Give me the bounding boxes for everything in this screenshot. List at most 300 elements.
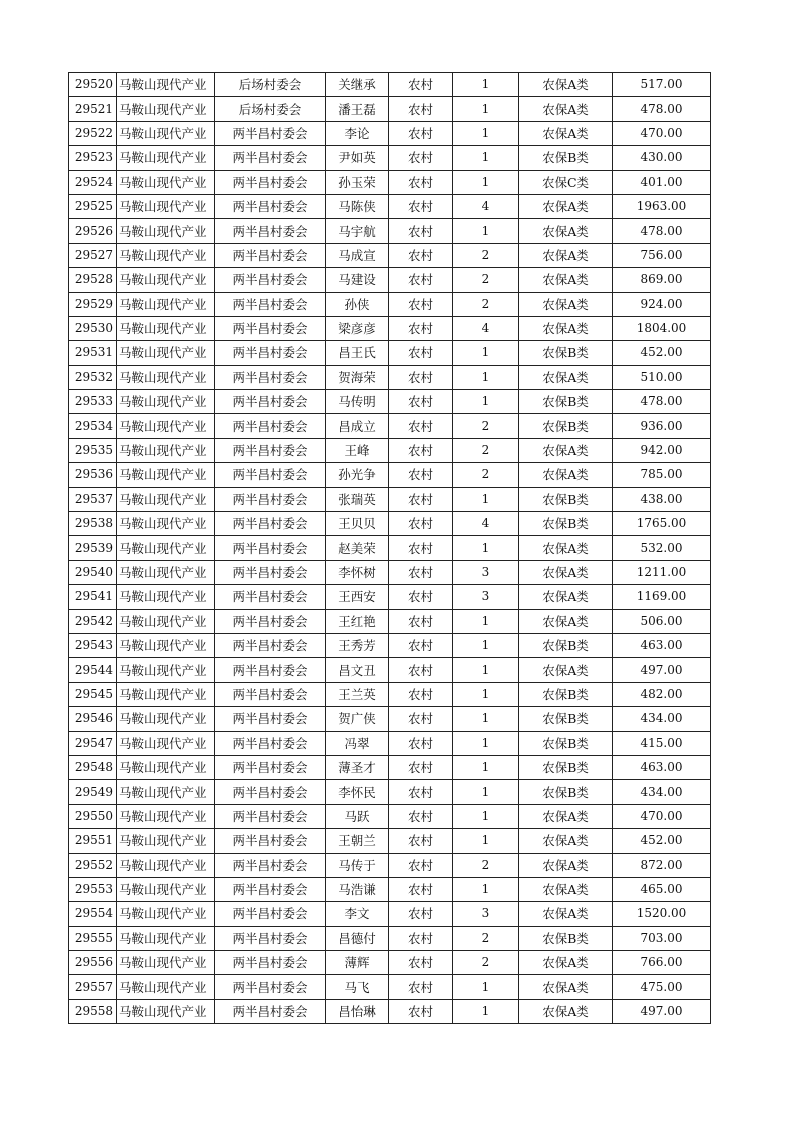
organization-cell: 马鞍山现代产业 bbox=[117, 609, 215, 633]
person-name-cell: 王红艳 bbox=[326, 609, 389, 633]
table-row bbox=[69, 463, 711, 487]
insurance-category-cell: 农保A类 bbox=[519, 975, 613, 999]
village-committee-cell: 两半昌村委会 bbox=[215, 219, 326, 243]
table-row bbox=[69, 853, 711, 877]
organization-cell: 马鞍山现代产业 bbox=[117, 707, 215, 731]
person-name-cell: 李文 bbox=[326, 902, 389, 926]
organization-cell: 马鞍山现代产业 bbox=[117, 658, 215, 682]
member-count-cell: 2 bbox=[453, 438, 519, 462]
household-type-cell: 农村 bbox=[389, 292, 453, 316]
amount-cell: 401.00 bbox=[613, 170, 711, 194]
household-type-cell: 农村 bbox=[389, 146, 453, 170]
member-count-cell: 1 bbox=[453, 682, 519, 706]
person-name-cell: 冯翠 bbox=[326, 731, 389, 755]
record-id-cell: 29545 bbox=[69, 682, 117, 706]
amount-cell: 1211.00 bbox=[613, 560, 711, 584]
village-committee-cell: 两半昌村委会 bbox=[215, 951, 326, 975]
village-committee-cell: 两半昌村委会 bbox=[215, 975, 326, 999]
village-committee-cell: 两半昌村委会 bbox=[215, 463, 326, 487]
member-count-cell: 1 bbox=[453, 170, 519, 194]
amount-cell: 434.00 bbox=[613, 707, 711, 731]
insurance-category-cell: 农保A类 bbox=[519, 316, 613, 340]
organization-cell: 马鞍山现代产业 bbox=[117, 682, 215, 706]
person-name-cell: 马传明 bbox=[326, 390, 389, 414]
table-row bbox=[69, 365, 711, 389]
organization-cell: 马鞍山现代产业 bbox=[117, 243, 215, 267]
organization-cell: 马鞍山现代产业 bbox=[117, 633, 215, 657]
amount-cell: 452.00 bbox=[613, 829, 711, 853]
village-committee-cell: 两半昌村委会 bbox=[215, 877, 326, 901]
person-name-cell: 昌德付 bbox=[326, 926, 389, 950]
table-row bbox=[69, 902, 711, 926]
table-row bbox=[69, 536, 711, 560]
insurance-category-cell: 农保B类 bbox=[519, 341, 613, 365]
table-row bbox=[69, 560, 711, 584]
member-count-cell: 1 bbox=[453, 341, 519, 365]
insurance-category-cell: 农保A类 bbox=[519, 951, 613, 975]
household-type-cell: 农村 bbox=[389, 341, 453, 365]
household-type-cell: 农村 bbox=[389, 755, 453, 779]
household-type-cell: 农村 bbox=[389, 268, 453, 292]
household-type-cell: 农村 bbox=[389, 560, 453, 584]
amount-cell: 438.00 bbox=[613, 487, 711, 511]
member-count-cell: 1 bbox=[453, 877, 519, 901]
village-committee-cell: 两半昌村委会 bbox=[215, 414, 326, 438]
insurance-category-cell: 农保B类 bbox=[519, 146, 613, 170]
member-count-cell: 1 bbox=[453, 219, 519, 243]
amount-cell: 785.00 bbox=[613, 463, 711, 487]
village-committee-cell: 两半昌村委会 bbox=[215, 902, 326, 926]
household-type-cell: 农村 bbox=[389, 731, 453, 755]
member-count-cell: 1 bbox=[453, 73, 519, 97]
table-row bbox=[69, 804, 711, 828]
amount-cell: 510.00 bbox=[613, 365, 711, 389]
organization-cell: 马鞍山现代产业 bbox=[117, 829, 215, 853]
person-name-cell: 张瑞英 bbox=[326, 487, 389, 511]
member-count-cell: 2 bbox=[453, 463, 519, 487]
amount-cell: 415.00 bbox=[613, 731, 711, 755]
village-committee-cell: 两半昌村委会 bbox=[215, 585, 326, 609]
organization-cell: 马鞍山现代产业 bbox=[117, 390, 215, 414]
table-row bbox=[69, 926, 711, 950]
insurance-category-cell: 农保A类 bbox=[519, 877, 613, 901]
village-committee-cell: 两半昌村委会 bbox=[215, 512, 326, 536]
household-type-cell: 农村 bbox=[389, 804, 453, 828]
organization-cell: 马鞍山现代产业 bbox=[117, 731, 215, 755]
person-name-cell: 马跃 bbox=[326, 804, 389, 828]
member-count-cell: 1 bbox=[453, 755, 519, 779]
insurance-category-cell: 农保A类 bbox=[519, 463, 613, 487]
organization-cell: 马鞍山现代产业 bbox=[117, 219, 215, 243]
household-type-cell: 农村 bbox=[389, 438, 453, 462]
table-row bbox=[69, 975, 711, 999]
record-id-cell: 29529 bbox=[69, 292, 117, 316]
household-type-cell: 农村 bbox=[389, 316, 453, 340]
household-type-cell: 农村 bbox=[389, 877, 453, 901]
member-count-cell: 1 bbox=[453, 975, 519, 999]
table-row bbox=[69, 512, 711, 536]
table-row bbox=[69, 121, 711, 145]
amount-cell: 497.00 bbox=[613, 658, 711, 682]
table-row bbox=[69, 292, 711, 316]
table-row bbox=[69, 877, 711, 901]
record-id-cell: 29542 bbox=[69, 609, 117, 633]
organization-cell: 马鞍山现代产业 bbox=[117, 877, 215, 901]
household-type-cell: 农村 bbox=[389, 780, 453, 804]
household-type-cell: 农村 bbox=[389, 414, 453, 438]
household-type-cell: 农村 bbox=[389, 536, 453, 560]
amount-cell: 756.00 bbox=[613, 243, 711, 267]
person-name-cell: 关继承 bbox=[326, 73, 389, 97]
member-count-cell: 2 bbox=[453, 243, 519, 267]
household-type-cell: 农村 bbox=[389, 487, 453, 511]
person-name-cell: 孙光争 bbox=[326, 463, 389, 487]
record-id-cell: 29530 bbox=[69, 316, 117, 340]
member-count-cell: 1 bbox=[453, 829, 519, 853]
household-type-cell: 农村 bbox=[389, 463, 453, 487]
organization-cell: 马鞍山现代产业 bbox=[117, 365, 215, 389]
organization-cell: 马鞍山现代产业 bbox=[117, 853, 215, 877]
person-name-cell: 王兰英 bbox=[326, 682, 389, 706]
village-committee-cell: 后场村委会 bbox=[215, 97, 326, 121]
amount-cell: 924.00 bbox=[613, 292, 711, 316]
member-count-cell: 3 bbox=[453, 560, 519, 584]
member-count-cell: 1 bbox=[453, 804, 519, 828]
table-row bbox=[69, 341, 711, 365]
person-name-cell: 王西安 bbox=[326, 585, 389, 609]
record-id-cell: 29522 bbox=[69, 121, 117, 145]
household-type-cell: 农村 bbox=[389, 902, 453, 926]
member-count-cell: 2 bbox=[453, 292, 519, 316]
record-id-cell: 29556 bbox=[69, 951, 117, 975]
organization-cell: 马鞍山现代产业 bbox=[117, 463, 215, 487]
person-name-cell: 贺广侠 bbox=[326, 707, 389, 731]
record-id-cell: 29549 bbox=[69, 780, 117, 804]
record-id-cell: 29554 bbox=[69, 902, 117, 926]
person-name-cell: 李怀民 bbox=[326, 780, 389, 804]
insurance-category-cell: 农保B类 bbox=[519, 633, 613, 657]
table-row bbox=[69, 731, 711, 755]
record-id-cell: 29552 bbox=[69, 853, 117, 877]
organization-cell: 马鞍山现代产业 bbox=[117, 487, 215, 511]
village-committee-cell: 两半昌村委会 bbox=[215, 707, 326, 731]
member-count-cell: 1 bbox=[453, 365, 519, 389]
amount-cell: 936.00 bbox=[613, 414, 711, 438]
amount-cell: 532.00 bbox=[613, 536, 711, 560]
table-row bbox=[69, 633, 711, 657]
table-row bbox=[69, 780, 711, 804]
village-committee-cell: 两半昌村委会 bbox=[215, 658, 326, 682]
household-type-cell: 农村 bbox=[389, 951, 453, 975]
records-table bbox=[68, 72, 711, 1024]
household-type-cell: 农村 bbox=[389, 975, 453, 999]
amount-cell: 517.00 bbox=[613, 73, 711, 97]
village-committee-cell: 两半昌村委会 bbox=[215, 438, 326, 462]
amount-cell: 470.00 bbox=[613, 804, 711, 828]
amount-cell: 872.00 bbox=[613, 853, 711, 877]
household-type-cell: 农村 bbox=[389, 170, 453, 194]
person-name-cell: 马飞 bbox=[326, 975, 389, 999]
person-name-cell: 马陈侠 bbox=[326, 194, 389, 218]
member-count-cell: 1 bbox=[453, 146, 519, 170]
village-committee-cell: 两半昌村委会 bbox=[215, 780, 326, 804]
member-count-cell: 1 bbox=[453, 121, 519, 145]
member-count-cell: 4 bbox=[453, 194, 519, 218]
person-name-cell: 马建设 bbox=[326, 268, 389, 292]
member-count-cell: 2 bbox=[453, 268, 519, 292]
amount-cell: 1169.00 bbox=[613, 585, 711, 609]
person-name-cell: 王贝贝 bbox=[326, 512, 389, 536]
record-id-cell: 29532 bbox=[69, 365, 117, 389]
village-committee-cell: 两半昌村委会 bbox=[215, 609, 326, 633]
organization-cell: 马鞍山现代产业 bbox=[117, 512, 215, 536]
person-name-cell: 李怀树 bbox=[326, 560, 389, 584]
household-type-cell: 农村 bbox=[389, 829, 453, 853]
amount-cell: 1963.00 bbox=[613, 194, 711, 218]
amount-cell: 703.00 bbox=[613, 926, 711, 950]
record-id-cell: 29539 bbox=[69, 536, 117, 560]
table-row bbox=[69, 73, 711, 97]
member-count-cell: 4 bbox=[453, 316, 519, 340]
record-id-cell: 29538 bbox=[69, 512, 117, 536]
person-name-cell: 昌成立 bbox=[326, 414, 389, 438]
person-name-cell: 马成宣 bbox=[326, 243, 389, 267]
insurance-category-cell: 农保B类 bbox=[519, 682, 613, 706]
amount-cell: 1765.00 bbox=[613, 512, 711, 536]
organization-cell: 马鞍山现代产业 bbox=[117, 146, 215, 170]
person-name-cell: 昌怡琳 bbox=[326, 999, 389, 1023]
person-name-cell: 王朝兰 bbox=[326, 829, 389, 853]
table-body bbox=[69, 73, 711, 1024]
household-type-cell: 农村 bbox=[389, 585, 453, 609]
member-count-cell: 1 bbox=[453, 390, 519, 414]
member-count-cell: 1 bbox=[453, 487, 519, 511]
amount-cell: 1804.00 bbox=[613, 316, 711, 340]
member-count-cell: 1 bbox=[453, 658, 519, 682]
record-id-cell: 29540 bbox=[69, 560, 117, 584]
table-row bbox=[69, 487, 711, 511]
village-committee-cell: 两半昌村委会 bbox=[215, 755, 326, 779]
person-name-cell: 昌王氏 bbox=[326, 341, 389, 365]
household-type-cell: 农村 bbox=[389, 999, 453, 1023]
household-type-cell: 农村 bbox=[389, 609, 453, 633]
insurance-category-cell: 农保A类 bbox=[519, 609, 613, 633]
person-name-cell: 孙侠 bbox=[326, 292, 389, 316]
organization-cell: 马鞍山现代产业 bbox=[117, 755, 215, 779]
household-type-cell: 农村 bbox=[389, 512, 453, 536]
village-committee-cell: 两半昌村委会 bbox=[215, 999, 326, 1023]
household-type-cell: 农村 bbox=[389, 633, 453, 657]
record-id-cell: 29546 bbox=[69, 707, 117, 731]
table-row bbox=[69, 146, 711, 170]
amount-cell: 434.00 bbox=[613, 780, 711, 804]
organization-cell: 马鞍山现代产业 bbox=[117, 268, 215, 292]
village-committee-cell: 两半昌村委会 bbox=[215, 487, 326, 511]
insurance-category-cell: 农保B类 bbox=[519, 707, 613, 731]
record-id-cell: 29537 bbox=[69, 487, 117, 511]
member-count-cell: 3 bbox=[453, 585, 519, 609]
record-id-cell: 29555 bbox=[69, 926, 117, 950]
record-id-cell: 29536 bbox=[69, 463, 117, 487]
village-committee-cell: 两半昌村委会 bbox=[215, 853, 326, 877]
insurance-category-cell: 农保B类 bbox=[519, 487, 613, 511]
insurance-category-cell: 农保A类 bbox=[519, 658, 613, 682]
table-row bbox=[69, 951, 711, 975]
table-row bbox=[69, 609, 711, 633]
village-committee-cell: 两半昌村委会 bbox=[215, 926, 326, 950]
person-name-cell: 昌文丑 bbox=[326, 658, 389, 682]
record-id-cell: 29523 bbox=[69, 146, 117, 170]
insurance-category-cell: 农保A类 bbox=[519, 438, 613, 462]
person-name-cell: 马宇航 bbox=[326, 219, 389, 243]
organization-cell: 马鞍山现代产业 bbox=[117, 975, 215, 999]
table-row bbox=[69, 829, 711, 853]
table-row bbox=[69, 170, 711, 194]
member-count-cell: 1 bbox=[453, 633, 519, 657]
person-name-cell: 薄圣才 bbox=[326, 755, 389, 779]
record-id-cell: 29528 bbox=[69, 268, 117, 292]
insurance-category-cell: 农保A类 bbox=[519, 536, 613, 560]
household-type-cell: 农村 bbox=[389, 707, 453, 731]
person-name-cell: 尹如英 bbox=[326, 146, 389, 170]
table-row bbox=[69, 414, 711, 438]
village-committee-cell: 两半昌村委会 bbox=[215, 536, 326, 560]
table-row bbox=[69, 707, 711, 731]
insurance-category-cell: 农保A类 bbox=[519, 999, 613, 1023]
record-id-cell: 29543 bbox=[69, 633, 117, 657]
organization-cell: 马鞍山现代产业 bbox=[117, 585, 215, 609]
insurance-category-cell: 农保B类 bbox=[519, 731, 613, 755]
table-row bbox=[69, 438, 711, 462]
record-id-cell: 29533 bbox=[69, 390, 117, 414]
household-type-cell: 农村 bbox=[389, 390, 453, 414]
record-id-cell: 29547 bbox=[69, 731, 117, 755]
record-id-cell: 29553 bbox=[69, 877, 117, 901]
record-id-cell: 29550 bbox=[69, 804, 117, 828]
amount-cell: 478.00 bbox=[613, 219, 711, 243]
amount-cell: 475.00 bbox=[613, 975, 711, 999]
insurance-category-cell: 农保A类 bbox=[519, 585, 613, 609]
table-row bbox=[69, 999, 711, 1023]
village-committee-cell: 两半昌村委会 bbox=[215, 341, 326, 365]
record-id-cell: 29557 bbox=[69, 975, 117, 999]
household-type-cell: 农村 bbox=[389, 853, 453, 877]
organization-cell: 马鞍山现代产业 bbox=[117, 804, 215, 828]
amount-cell: 869.00 bbox=[613, 268, 711, 292]
organization-cell: 马鞍山现代产业 bbox=[117, 414, 215, 438]
household-type-cell: 农村 bbox=[389, 97, 453, 121]
record-id-cell: 29531 bbox=[69, 341, 117, 365]
insurance-category-cell: 农保B类 bbox=[519, 414, 613, 438]
insurance-category-cell: 农保A类 bbox=[519, 194, 613, 218]
record-id-cell: 29544 bbox=[69, 658, 117, 682]
table-row bbox=[69, 268, 711, 292]
village-committee-cell: 两半昌村委会 bbox=[215, 121, 326, 145]
insurance-category-cell: 农保A类 bbox=[519, 853, 613, 877]
person-name-cell: 贺海荣 bbox=[326, 365, 389, 389]
amount-cell: 463.00 bbox=[613, 755, 711, 779]
member-count-cell: 4 bbox=[453, 512, 519, 536]
amount-cell: 497.00 bbox=[613, 999, 711, 1023]
village-committee-cell: 两半昌村委会 bbox=[215, 829, 326, 853]
table-row bbox=[69, 390, 711, 414]
organization-cell: 马鞍山现代产业 bbox=[117, 536, 215, 560]
insurance-category-cell: 农保A类 bbox=[519, 219, 613, 243]
member-count-cell: 2 bbox=[453, 853, 519, 877]
household-type-cell: 农村 bbox=[389, 365, 453, 389]
insurance-category-cell: 农保B类 bbox=[519, 390, 613, 414]
village-committee-cell: 两半昌村委会 bbox=[215, 804, 326, 828]
amount-cell: 463.00 bbox=[613, 633, 711, 657]
member-count-cell: 2 bbox=[453, 951, 519, 975]
organization-cell: 马鞍山现代产业 bbox=[117, 121, 215, 145]
amount-cell: 478.00 bbox=[613, 97, 711, 121]
village-committee-cell: 两半昌村委会 bbox=[215, 316, 326, 340]
person-name-cell: 王峰 bbox=[326, 438, 389, 462]
insurance-category-cell: 农保C类 bbox=[519, 170, 613, 194]
organization-cell: 马鞍山现代产业 bbox=[117, 780, 215, 804]
village-committee-cell: 两半昌村委会 bbox=[215, 243, 326, 267]
record-id-cell: 29527 bbox=[69, 243, 117, 267]
member-count-cell: 1 bbox=[453, 780, 519, 804]
amount-cell: 478.00 bbox=[613, 390, 711, 414]
person-name-cell: 马传于 bbox=[326, 853, 389, 877]
village-committee-cell: 两半昌村委会 bbox=[215, 390, 326, 414]
organization-cell: 马鞍山现代产业 bbox=[117, 926, 215, 950]
insurance-category-cell: 农保A类 bbox=[519, 97, 613, 121]
person-name-cell: 梁彦彦 bbox=[326, 316, 389, 340]
member-count-cell: 1 bbox=[453, 731, 519, 755]
person-name-cell: 潘王磊 bbox=[326, 97, 389, 121]
village-committee-cell: 后场村委会 bbox=[215, 73, 326, 97]
table-row bbox=[69, 219, 711, 243]
insurance-category-cell: 农保A类 bbox=[519, 268, 613, 292]
amount-cell: 452.00 bbox=[613, 341, 711, 365]
insurance-category-cell: 农保B类 bbox=[519, 512, 613, 536]
organization-cell: 马鞍山现代产业 bbox=[117, 560, 215, 584]
record-id-cell: 29524 bbox=[69, 170, 117, 194]
organization-cell: 马鞍山现代产业 bbox=[117, 341, 215, 365]
table-row bbox=[69, 194, 711, 218]
organization-cell: 马鞍山现代产业 bbox=[117, 316, 215, 340]
record-id-cell: 29520 bbox=[69, 73, 117, 97]
village-committee-cell: 两半昌村委会 bbox=[215, 194, 326, 218]
person-name-cell: 李论 bbox=[326, 121, 389, 145]
record-id-cell: 29551 bbox=[69, 829, 117, 853]
member-count-cell: 3 bbox=[453, 902, 519, 926]
record-id-cell: 29534 bbox=[69, 414, 117, 438]
member-count-cell: 1 bbox=[453, 609, 519, 633]
organization-cell: 马鞍山现代产业 bbox=[117, 292, 215, 316]
organization-cell: 马鞍山现代产业 bbox=[117, 902, 215, 926]
household-type-cell: 农村 bbox=[389, 219, 453, 243]
village-committee-cell: 两半昌村委会 bbox=[215, 268, 326, 292]
village-committee-cell: 两半昌村委会 bbox=[215, 731, 326, 755]
person-name-cell: 赵美荣 bbox=[326, 536, 389, 560]
insurance-category-cell: 农保A类 bbox=[519, 73, 613, 97]
amount-cell: 470.00 bbox=[613, 121, 711, 145]
organization-cell: 马鞍山现代产业 bbox=[117, 951, 215, 975]
insurance-category-cell: 农保A类 bbox=[519, 243, 613, 267]
amount-cell: 465.00 bbox=[613, 877, 711, 901]
amount-cell: 482.00 bbox=[613, 682, 711, 706]
record-id-cell: 29521 bbox=[69, 97, 117, 121]
amount-cell: 942.00 bbox=[613, 438, 711, 462]
amount-cell: 1520.00 bbox=[613, 902, 711, 926]
organization-cell: 马鞍山现代产业 bbox=[117, 194, 215, 218]
record-id-cell: 29541 bbox=[69, 585, 117, 609]
record-id-cell: 29526 bbox=[69, 219, 117, 243]
